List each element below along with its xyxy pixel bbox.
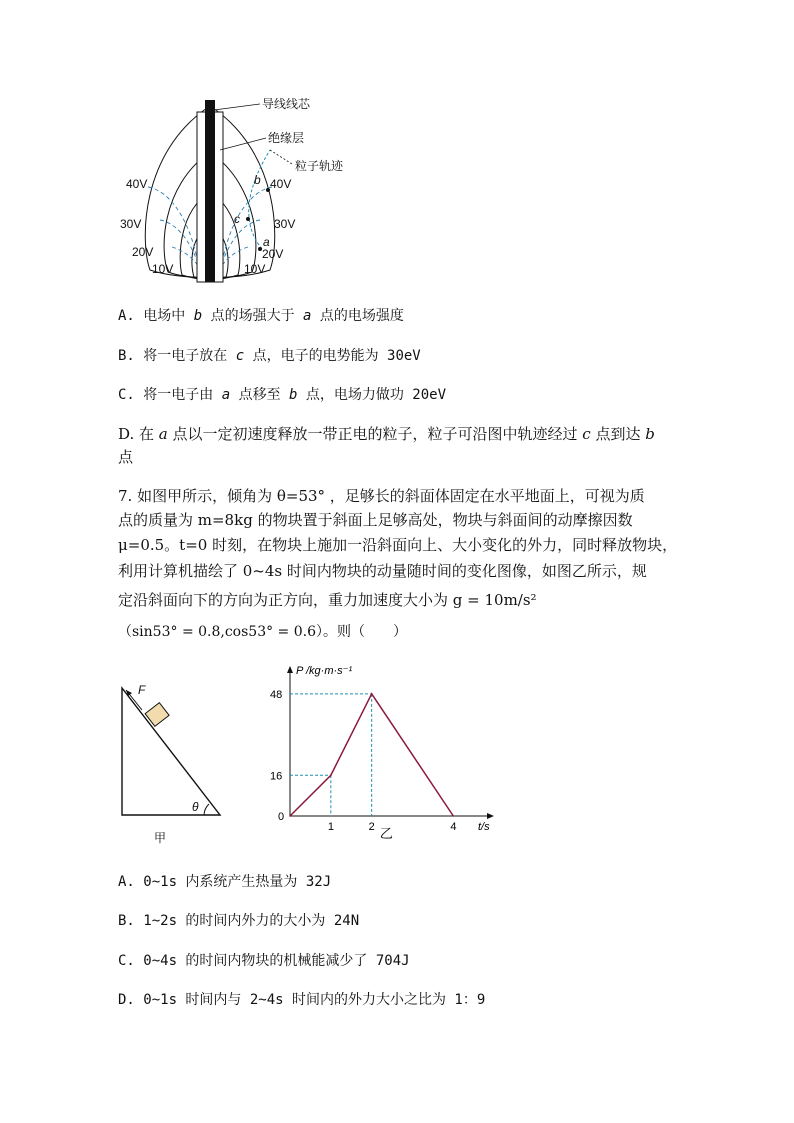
x-tick-label: 2 [368, 821, 375, 833]
momentum-time-chart [268, 664, 498, 844]
q7-stem-line-6: （sin53° = 0.8,cos53° = 0.6）。则（ ） [118, 624, 408, 640]
voltage-right-20: 20V [262, 247, 284, 261]
trajectory-label: 粒子轨迹 [295, 159, 344, 173]
q6-option-a: A. 电场中 b 点的场强大于 a 点的电场强度 [118, 308, 404, 324]
q7-stem-line-3: μ=0.5。t=0 时刻，在物块上施加一沿斜面向上、大小变化的外力，同时释放物块， [118, 536, 678, 554]
y-axis-arrow [287, 666, 293, 673]
point-c [246, 217, 250, 221]
q7-option-c: C. 0~4s 的时间内物块的机械能减少了 704J [118, 953, 410, 969]
point-c-label: c [234, 212, 240, 226]
q6-option-c: C. 将一电子由 a 点移至 b 点，电场力做功 20eV [118, 387, 447, 403]
cable-field-figure [120, 92, 370, 287]
voltage-right-10: 10V [244, 262, 266, 276]
q7-option-d: D. 0~1s 时间内与 2~4s 时间内的外力大小之比为 1：9 [118, 992, 486, 1008]
force-label: F [138, 683, 146, 697]
insulation-label: 绝缘层 [268, 131, 305, 145]
voltage-left-10: 10V [152, 262, 174, 276]
figure-yi-caption: 乙 [379, 826, 393, 841]
q6-option-d: D. 在 a 点以一定初速度释放一带正电的粒子，粒子可沿图中轨迹经过 c 点到达 b [118, 425, 655, 443]
q6-option-d-cont: 点 [118, 448, 134, 466]
point-b-label: b [254, 173, 261, 187]
incline-figure [112, 680, 242, 850]
point-b [266, 188, 270, 192]
point-a [258, 247, 262, 251]
q6-option-b: B. 将一电子放在 c 点，电子的电势能为 30eV [118, 348, 421, 364]
q7-stem-line-1: 7. 如图甲所示，倾角为 θ=53° ，足够长的斜面体固定在水平地面上，可视为质 [118, 487, 645, 505]
y-tick-label: 16 [270, 770, 283, 783]
data-point [453, 815, 455, 817]
voltage-left-40: 40V [126, 177, 148, 191]
voltage-left-20: 20V [132, 245, 154, 259]
voltage-left-30: 30V [120, 217, 142, 231]
q7-stem-line-4: 利用计算机描绘了 0~4s 时间内物块的动量随时间的变化图像，如图乙所示，规 [118, 562, 647, 580]
voltage-right-40: 40V [270, 177, 292, 191]
data-point [371, 693, 373, 695]
x-axis-label: t/s [478, 821, 490, 833]
wire-core [205, 100, 215, 282]
q7-stem-line-5: 定沿斜面向下的方向为正方向，重力加速度大小为 g = 10m/s² [118, 591, 537, 609]
voltage-right-30: 30V [274, 217, 296, 231]
x-tick-label: 1 [327, 821, 334, 833]
core-label: 导线线芯 [262, 97, 311, 111]
angle-arc [204, 804, 209, 815]
q7-option-b: B. 1~2s 的时间内外力的大小为 24N [118, 913, 360, 929]
figure-jia-caption: 甲 [154, 831, 167, 845]
q7-option-a: A. 0~1s 内系统产生热量为 32J [118, 874, 332, 890]
incline-triangle [122, 688, 220, 815]
y-tick-label: 48 [270, 688, 283, 701]
x-axis-arrow [487, 813, 494, 819]
point-a-label: a [263, 235, 270, 249]
x-tick-label: 0 [278, 811, 285, 823]
q7-stem-line-2: 点的质量为 m=8kg 的物块置于斜面上足够高处，物块与斜面间的动摩擦因数 [118, 511, 633, 529]
x-tick-label: 4 [450, 821, 457, 833]
y-axis-label: P /kg·m·s⁻¹ [296, 665, 353, 677]
data-point [330, 774, 332, 776]
angle-label: θ [192, 800, 199, 814]
data-point [289, 815, 291, 817]
